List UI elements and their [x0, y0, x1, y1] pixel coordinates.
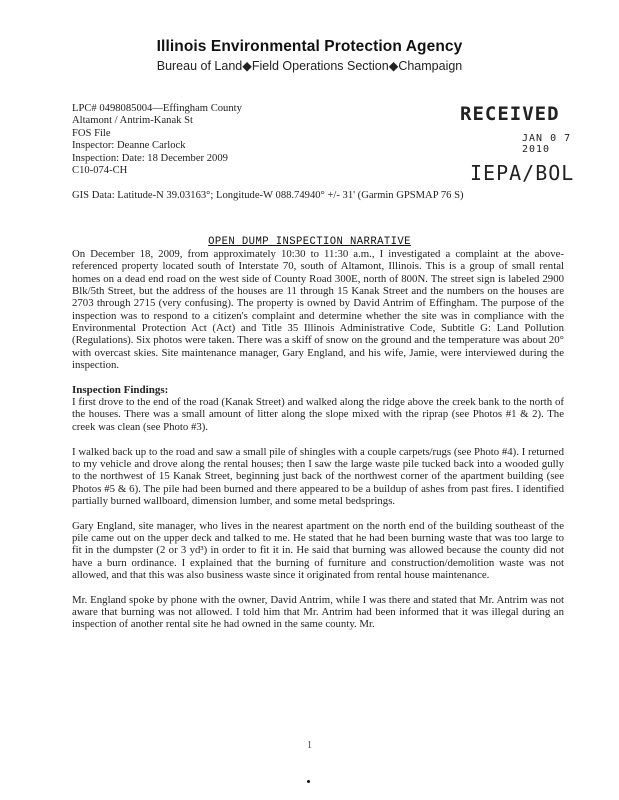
paragraph-site-manager: Gary England, site manager, who lives in the nearest apartment on the north end of the building southeast of the pile came out on the upper deck and talked to me. He stated that he had been burning waste that was too large to fit in the dumpster (2 or 3 yd³) in order to fit it in. He said that burning was allowed because the county did not have a burn ordinance. I explained that the burning of furniture and construction/demolition waste was not allowed, and that this was also business waste since it originated from rental house maintenance.	[72, 519, 564, 581]
page-number: 1	[307, 740, 312, 751]
paragraph-intro: On December 18, 2009, from approximately 10:30 to 11:30 a.m., I investigated a complaint at the above-referenced property located south of Interstate 70, south of Altamont, Illinois. This is a group of small rental homes on a dead end road on the west side of County Road 300E, north of 800N. The street sign is labeled 2900 Blk/5th Street, but the address of the houses are 11 through 15 Kanak Street and the numbers on the houses are 2703 through 2715 (very confusing). The property is owned by David Antrim of Effingham. The purpose of the inspection was to respond to a citizen's complaint and determine whether the site was in compliance with the Environmental Protection Act (Act) and Title 35 Illinois Administrative Code, Subtitle G: Land Pollution (Regulations). Six photos were taken. There was a skiff of snow on the ground and the temperature was about 20° with overcast skies. Site maintenance manager, Gary England, and his wife, Jamie, were interviewed during the inspection.	[72, 248, 564, 372]
stamp-date: JAN 0 7 2010	[522, 133, 572, 155]
agency-subtitle: Bureau of Land◆Field Operations Section◆Champaign	[156, 59, 463, 73]
inspection-date: Inspection: Date: 18 December 2009	[72, 152, 228, 164]
case-code: C10-074-CH	[72, 165, 128, 177]
inspector-name: Inspector: Deanne Carlock	[72, 140, 186, 152]
scan-mark	[307, 780, 310, 783]
file-type: FOS File	[72, 127, 111, 139]
findings-heading: Inspection Findings:	[72, 383, 169, 396]
received-stamp	[460, 103, 580, 185]
stamp-received: RECEIVED	[460, 103, 560, 125]
agency-title: Illinois Environmental Protection Agency	[156, 38, 463, 55]
paragraph-creek: I first drove to the end of the road (Kanak Street) and walked along the ridge above the creek bank to the north of the houses. There was a small amount of litter along the slope mixed with the riprap (see Photos #1 & 2). The creek was clean (see Photo #3).	[72, 396, 564, 433]
paragraph-owner-call: Mr. England spoke by phone with the owner, David Antrim, while I was there and stated that Mr. Antrim was not aware that burning was not allowed. I told him that Mr. Antrim had been informed that it was illegal during an inspection of another rental site he had owned in the same county. Mr.	[72, 593, 564, 631]
inspection-meta	[72, 103, 412, 177]
lpc-number: LPC# 0498085004—Effingham County	[72, 103, 242, 114]
site-name: Altamont / Antrim-Kanak St	[72, 115, 193, 127]
narrative-title: OPEN DUMP INSPECTION NARRATIVE	[208, 236, 411, 248]
paragraph-waste-pile: I walked back up to the road and saw a small pile of shingles with a couple carpets/rugs (see Photo #4). I returned to my vehicle and drove along the rental houses; then I saw the large waste pile tucked back into a wooded gully to the northwest of 15 Kanak Street, beginning just back of the northwest corner of the apartment building (see Photos #5 & 6). The pile had been burned and there appeared to be a buildup of ashes from past fires. I identified partially burned wallboard, dimension lumber, and some metal bedsprings.	[72, 445, 564, 507]
narrative-body	[72, 248, 564, 643]
gis-data: GIS Data: Latitude-N 39.03163°; Longitude-W 088.74940° +/- 31' (Garmin GPSMAP 76 S)	[72, 190, 464, 201]
stamp-office: IEPA/BOL	[470, 161, 575, 185]
